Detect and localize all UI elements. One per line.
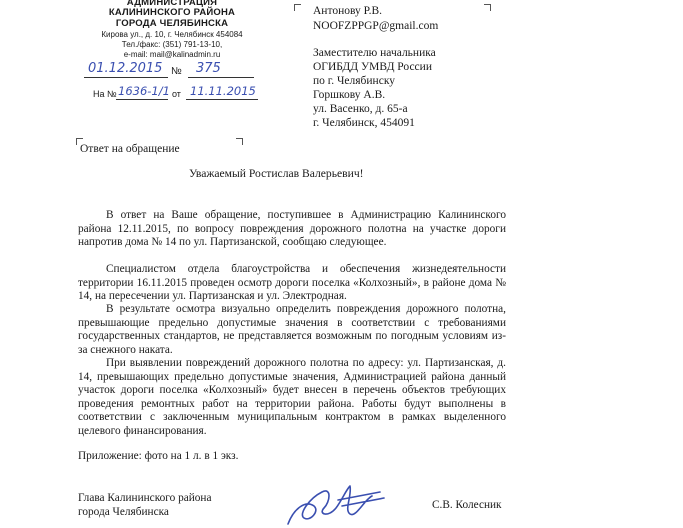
paragraph-3 [78,303,506,357]
paragraph-2 [78,263,506,304]
ref-number-underline [116,99,168,100]
subject-corner-right [236,138,243,145]
paragraph-3-text: В результате осмотра визуально определить повреждения дорожного полотна, превышающие предельно допустимые значения в соответствии с требованиями государственных стандартов, не представляется возможным по погодным условиям из-за снежного наката. [78,303,506,356]
paragraph-4-text: При выявлении повреждений дорожного полотна по адресу: ул. Партизанская, д. 14, превышающих предельно допустимые значения, Администрацией района данный участок дороги поселка «Колхозный» будет внесен в перечень объектов требующих проведения ремонтных работ на территории района. Работы будут выполнены в соответствии с заключенным муниципальным контрактом в рамках выделенного целевого финансирования. [78,357,506,437]
org-name-line2: КАЛИНИНСКОГО РАЙОНА [108,7,236,18]
org-phone: Тел./факс: (351) 791-13-10, [121,40,223,49]
org-email: e-mail: mail@kalinadmin.ru [123,50,221,59]
paragraph-2-text: Специалистом отдела благоустройства и обеспечения жизнедеятельности территории 16.11.2015 проведен осмотр дороги поселка «Колхозный», в районе дома № 14, на пересечении ул. Партизанская и ул. Электродная. [78,263,506,303]
signatory-title-line1: Глава Калининского района [78,492,212,504]
attachment-note: Приложение: фото на 1 л. в 1 экз. [78,450,239,462]
signatory-name: С.В. Колесник [432,499,502,511]
recipient-line-6: г. Челябинск, 454091 [313,117,415,129]
paragraph-1 [78,209,506,250]
ref-prefix: На № [93,89,117,99]
recipient-line-1: Заместителю начальника [313,47,436,59]
ref-date-underline [186,99,258,100]
number-underline [188,77,254,78]
number-sign: № [171,66,182,77]
recipient-line-5: ул. Васенко, д. 65-а [313,103,408,115]
address-corner-left [294,4,301,11]
ref-from: от [172,89,181,99]
outgoing-number: 375 [196,61,221,76]
paragraph-1-text: В ответ на Ваше обращение, поступившее в Администрацию Калининского района 12.11.2015, по вопросу повреждения дорожного полотна на участке дороги напротив дома № 14 по ул. Партизанской, сообщаю следующее. [78,209,506,249]
salutation: Уважаемый Ростислав Валерьевич! [189,167,364,180]
subject-line: Ответ на обращение [80,143,180,155]
org-name-line3: ГОРОДА ЧЕЛЯБИНСКА [115,18,229,29]
signatory-title-line2: города Челябинска [78,506,169,518]
signature-image [280,478,390,528]
recipient-line-3: по г. Челябинску [313,75,395,87]
outgoing-date: 01.12.2015 [88,61,163,76]
recipient-line-4: Горшкову А.В. [313,89,386,101]
recipient-line-2: ОГИБДД УМВД России [313,61,432,73]
copy-recipient-name: Антонову Р.В. [313,5,383,17]
ref-date: 11.11.2015 [190,84,256,98]
ref-number: 1636-1/1 [118,84,170,98]
paragraph-4 [78,357,506,439]
copy-recipient-email: NOOFZPPGP@gmail.com [313,20,439,32]
address-corner-right [484,4,491,11]
org-address: Кирова ул., д. 10, г. Челябинск 454084 [101,30,243,39]
date-underline [84,77,168,78]
org-name-line1: АДМИНИСТРАЦИЯ [126,0,218,8]
